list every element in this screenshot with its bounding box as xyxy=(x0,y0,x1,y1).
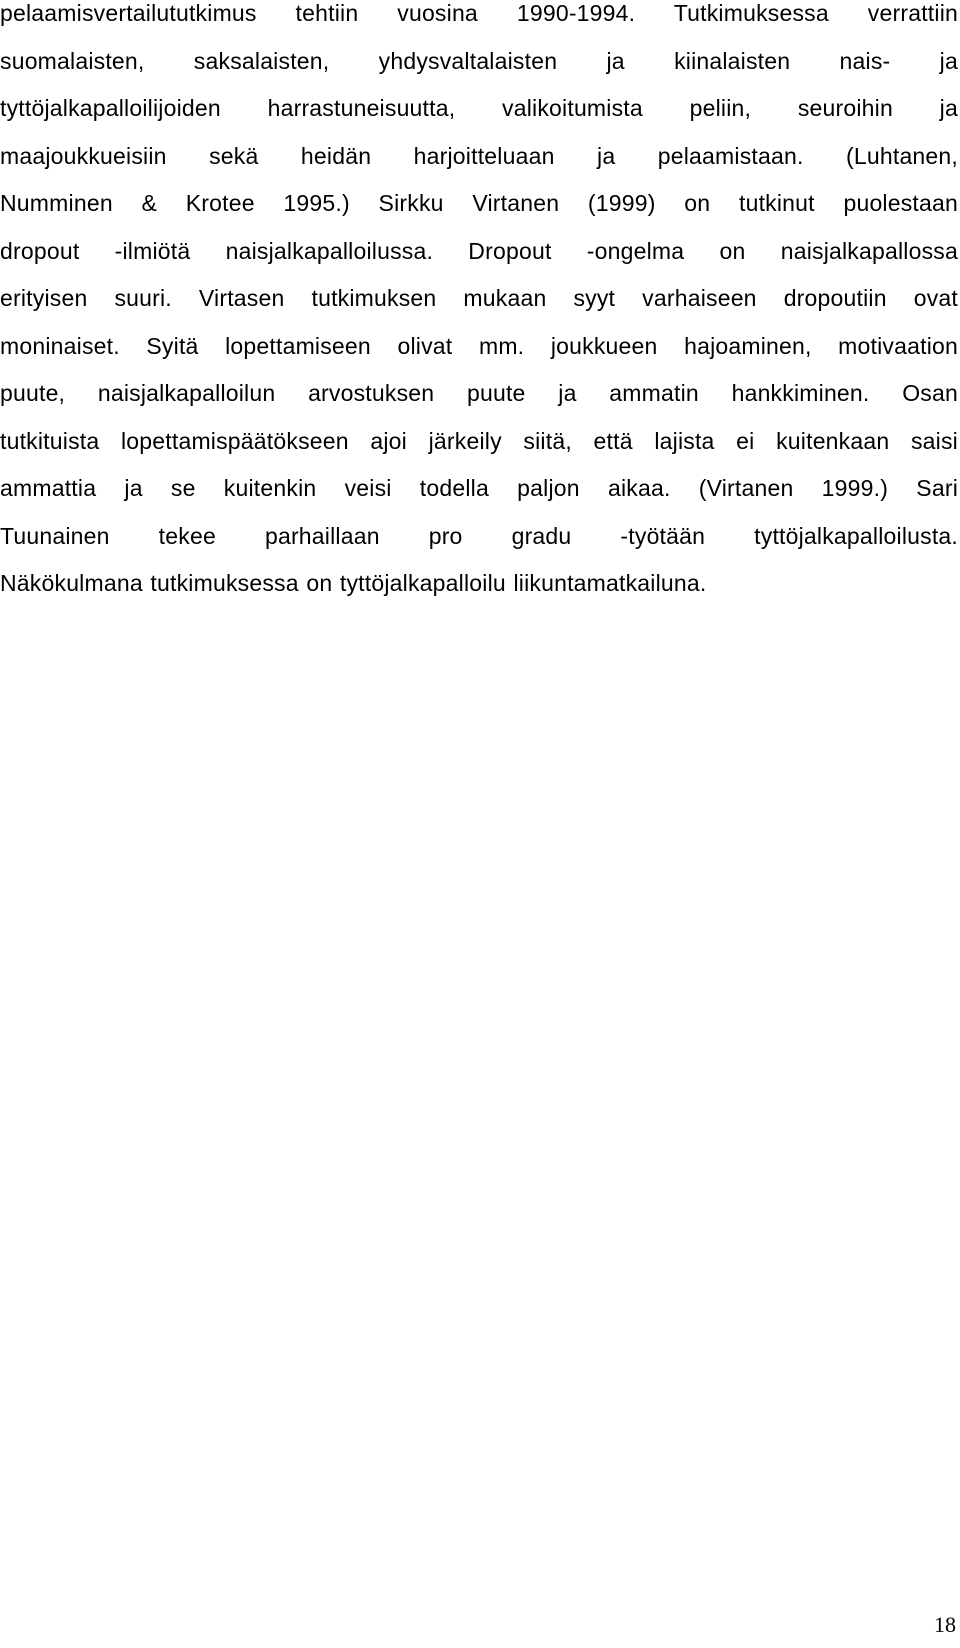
text-line: puute, naisjalkapalloilun arvostuksen puute ja ammatin hankkiminen. Osan xyxy=(0,380,958,406)
page-number: 18 xyxy=(934,1612,956,1637)
text-line: Tuunainen tekee parhaillaan pro gradu -työtään tyttöjalkapalloilusta. xyxy=(0,522,958,549)
text-line: ammattia ja se kuitenkin veisi todella paljon aikaa. (Virtanen 1999.) Sari xyxy=(0,475,958,501)
body-paragraph xyxy=(0,0,958,608)
text-line: Numminen & Krotee 1995.) Sirkku Virtanen (1999) on tutkinut puolestaan xyxy=(0,190,958,216)
text-line: erityisen suuri. Virtasen tutkimuksen mukaan syyt varhaiseen dropoutiin ovat xyxy=(0,285,958,311)
text-line: pelaamisvertailututkimus tehtiin vuosina 1990-1994. Tutkimuksessa verrattiin xyxy=(0,0,958,26)
text-line: Näkökulmana tutkimuksessa on tyttöjalkapalloilu liikuntamatkailuna. xyxy=(0,570,707,596)
text-line: suomalaisten, saksalaisten, yhdysvaltalaisten ja kiinalaisten nais- ja xyxy=(0,47,958,74)
text-line: tutkituista lopettamispäätökseen ajoi järkeily siitä, että lajista ei kuitenkaan saisi xyxy=(0,427,958,454)
text-line: dropout -ilmiötä naisjalkapalloilussa. Dropout -ongelma on naisjalkapallossa xyxy=(0,237,958,264)
text-line: tyttöjalkapalloilijoiden harrastuneisuutta, valikoitumista peliin, seuroihin ja xyxy=(0,95,958,121)
text-line: maajoukkueisiin sekä heidän harjoitteluaan ja pelaamistaan. (Luhtanen, xyxy=(0,142,958,169)
text-line: moninaiset. Syitä lopettamiseen olivat mm. joukkueen hajoaminen, motivaation xyxy=(0,332,958,359)
